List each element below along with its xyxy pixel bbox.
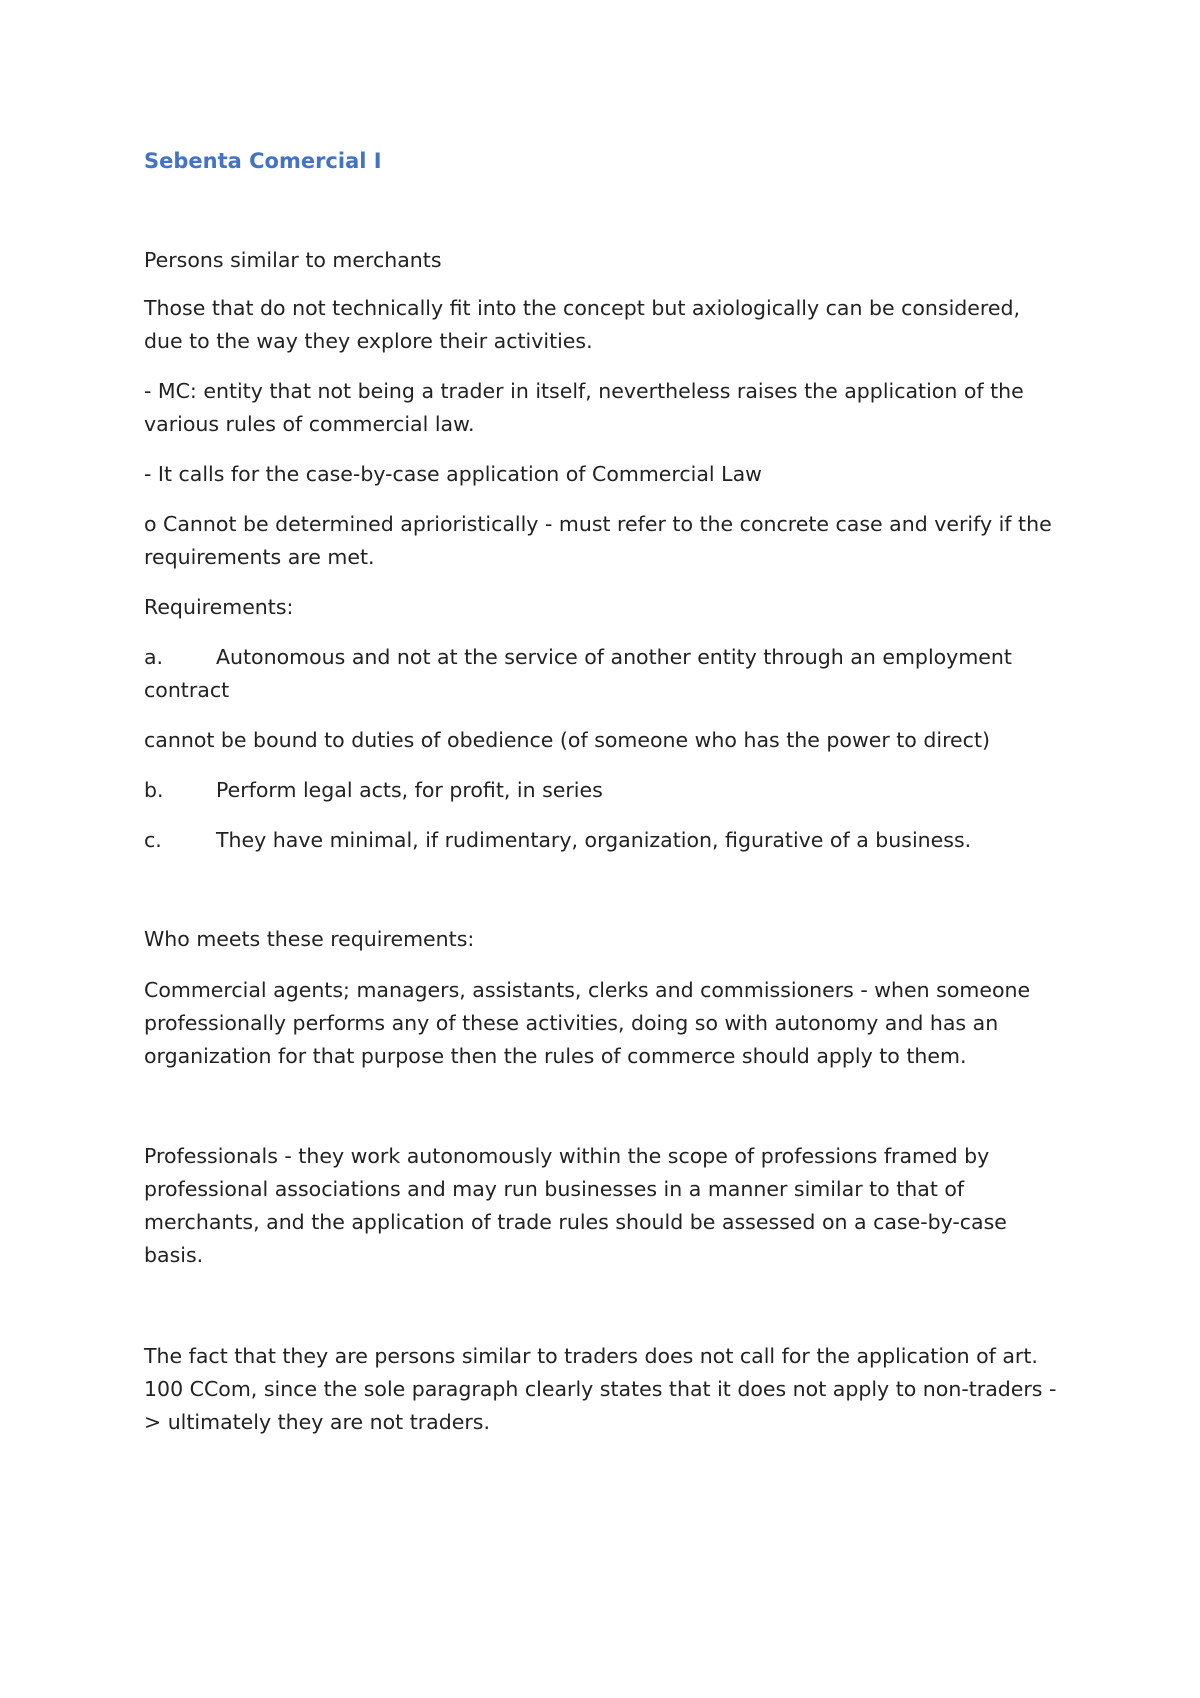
document-title: Sebenta Comercial I xyxy=(144,149,382,173)
requirement-text: Perform legal acts, for profit, in series xyxy=(216,778,603,802)
list-marker: b. xyxy=(144,778,164,802)
paragraph-cannot-be-determined: o Cannot be determined aprioristically - must refer to the concrete case and verify if the requirements are met. xyxy=(144,512,1052,569)
paragraph-mc: - MC: entity that not being a trader in itself, nevertheless raises the application of the various rules of commercial law. xyxy=(144,379,1024,436)
requirement-a xyxy=(144,641,1064,707)
requirement-text: Autonomous and not at the service of another entity through an employment contract xyxy=(144,645,1012,702)
heading-persons-similar: Persons similar to merchants xyxy=(144,248,442,272)
paragraph-not-traders: The fact that they are persons similar to traders does not call for the application of art. 100 CCom, since the sole paragraph clearly states that it does not apply to non-traders -> ultimately they are not traders. xyxy=(144,1344,1057,1434)
paragraph-case-by-case: - It calls for the case-by-case application of Commercial Law xyxy=(144,462,762,486)
requirement-text: They have minimal, if rudimentary, organization, figurative of a business. xyxy=(216,828,972,852)
list-marker: c. xyxy=(144,828,162,852)
paragraph-definition: Those that do not technically fit into the concept but axiologically can be considered, due to the way they explore their activities. xyxy=(144,296,1021,353)
requirement-c xyxy=(144,824,1064,857)
requirement-b xyxy=(144,774,1064,807)
paragraph-obedience: cannot be bound to duties of obedience (of someone who has the power to direct) xyxy=(144,728,990,752)
paragraph-commercial-agents: Commercial agents; managers, assistants, clerks and commissioners - when someone professionally performs any of these activities, doing so with autonomy and has an organization for that purpose then the rules of commerce should apply to them. xyxy=(144,978,1031,1068)
list-marker: a. xyxy=(144,645,164,669)
paragraph-professionals: Professionals - they work autonomously within the scope of professions framed by professional associations and may run businesses in a manner similar to that of merchants, and the application of trade rules should be assessed on a case-by-case basis. xyxy=(144,1144,1007,1267)
who-meets-heading: Who meets these requirements: xyxy=(144,927,475,951)
document-page xyxy=(144,0,1064,1698)
requirements-label: Requirements: xyxy=(144,595,294,619)
